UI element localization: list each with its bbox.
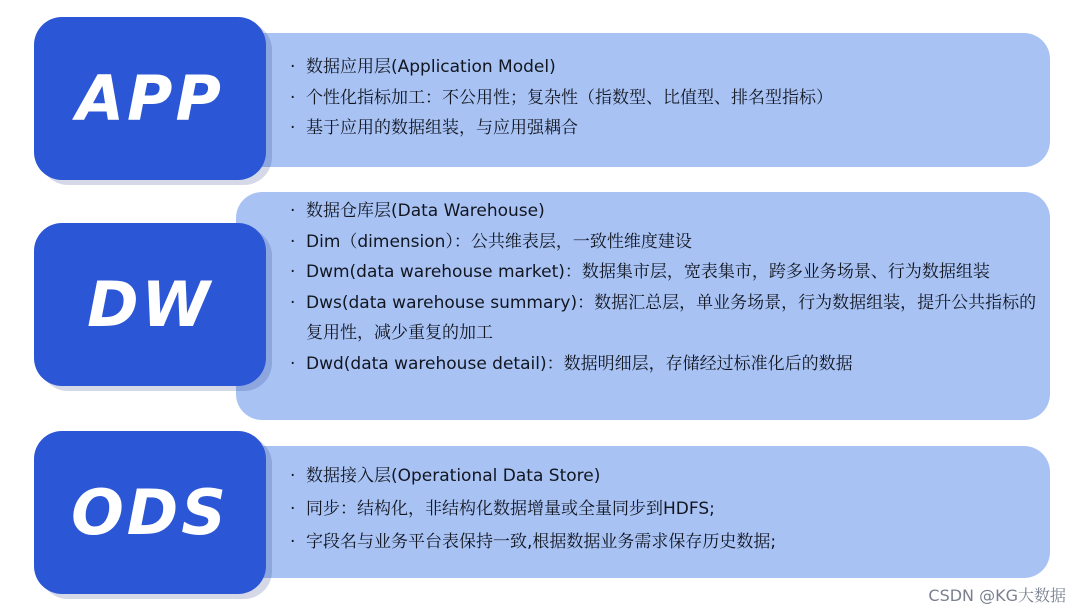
bullet-marker: · <box>290 532 296 552</box>
bullet-marker: · <box>290 57 296 77</box>
bullet-text: Dwm(data warehouse market)：数据集市层，宽表集市，跨多业务场景、行为数据组装 <box>306 262 990 282</box>
bullet-text: 基于应用的数据组装，与应用强耦合 <box>306 118 578 138</box>
bullet-text: Dws(data warehouse summary)：数据汇总层，单业务场景，行为数据组装，提升公共指标的复用性，减少重复的加工 <box>306 292 1037 343</box>
bullet-marker: · <box>290 118 296 138</box>
bullet-marker: · <box>290 499 296 519</box>
bullet-text: 同步：结构化，非结构化数据增量或全量同步到HDFS; <box>306 499 715 519</box>
bullet-marker: · <box>290 231 296 252</box>
ods-label-box <box>34 431 266 594</box>
dw-label-box <box>34 223 266 386</box>
bullet-marker: · <box>290 292 296 313</box>
watermark: CSDN @KG大数据 <box>928 586 1066 605</box>
bullet-marker: · <box>290 87 296 108</box>
dw-bullet-list <box>290 196 1040 379</box>
bullet-marker: · <box>290 353 296 374</box>
bullet-item <box>290 493 1040 526</box>
bullet-item <box>290 113 1040 144</box>
dw-label: DW <box>87 267 213 341</box>
bullet-text: 个性化指标加工：不公用性；复杂性（指数型、比值型、排名型指标） <box>306 87 833 108</box>
bullet-item <box>290 526 1040 559</box>
bullet-text: 数据仓库层(Data Warehouse) <box>306 201 545 221</box>
bullet-item <box>290 52 1040 83</box>
bullet-item <box>290 83 1040 114</box>
bullet-text: 字段名与业务平台表保持一致,根据数据业务需求保存历史数据; <box>306 532 777 552</box>
bullet-item <box>290 196 1040 227</box>
bullet-item <box>290 227 1040 258</box>
bullet-marker: · <box>290 262 296 282</box>
bullet-text: 数据接入层(Operational Data Store) <box>306 466 601 486</box>
bullet-text: Dwd(data warehouse detail)：数据明细层，存储经过标准化后的数据 <box>306 353 853 374</box>
bullet-item <box>290 257 1040 288</box>
app-label: APP <box>76 61 224 135</box>
bullet-text: Dim（dimension）：公共维表层，一致性维度建设 <box>306 231 692 252</box>
bullet-marker: · <box>290 201 296 221</box>
bullet-marker: · <box>290 466 296 486</box>
bullet-item <box>290 349 1040 380</box>
bullet-item <box>290 460 1040 493</box>
app-label-box <box>34 17 266 180</box>
ods-label: ODS <box>71 475 229 549</box>
app-bullet-list <box>290 52 1040 144</box>
ods-bullet-list <box>290 460 1040 559</box>
bullet-text: 数据应用层(Application Model) <box>306 57 556 77</box>
bullet-item <box>290 288 1040 349</box>
